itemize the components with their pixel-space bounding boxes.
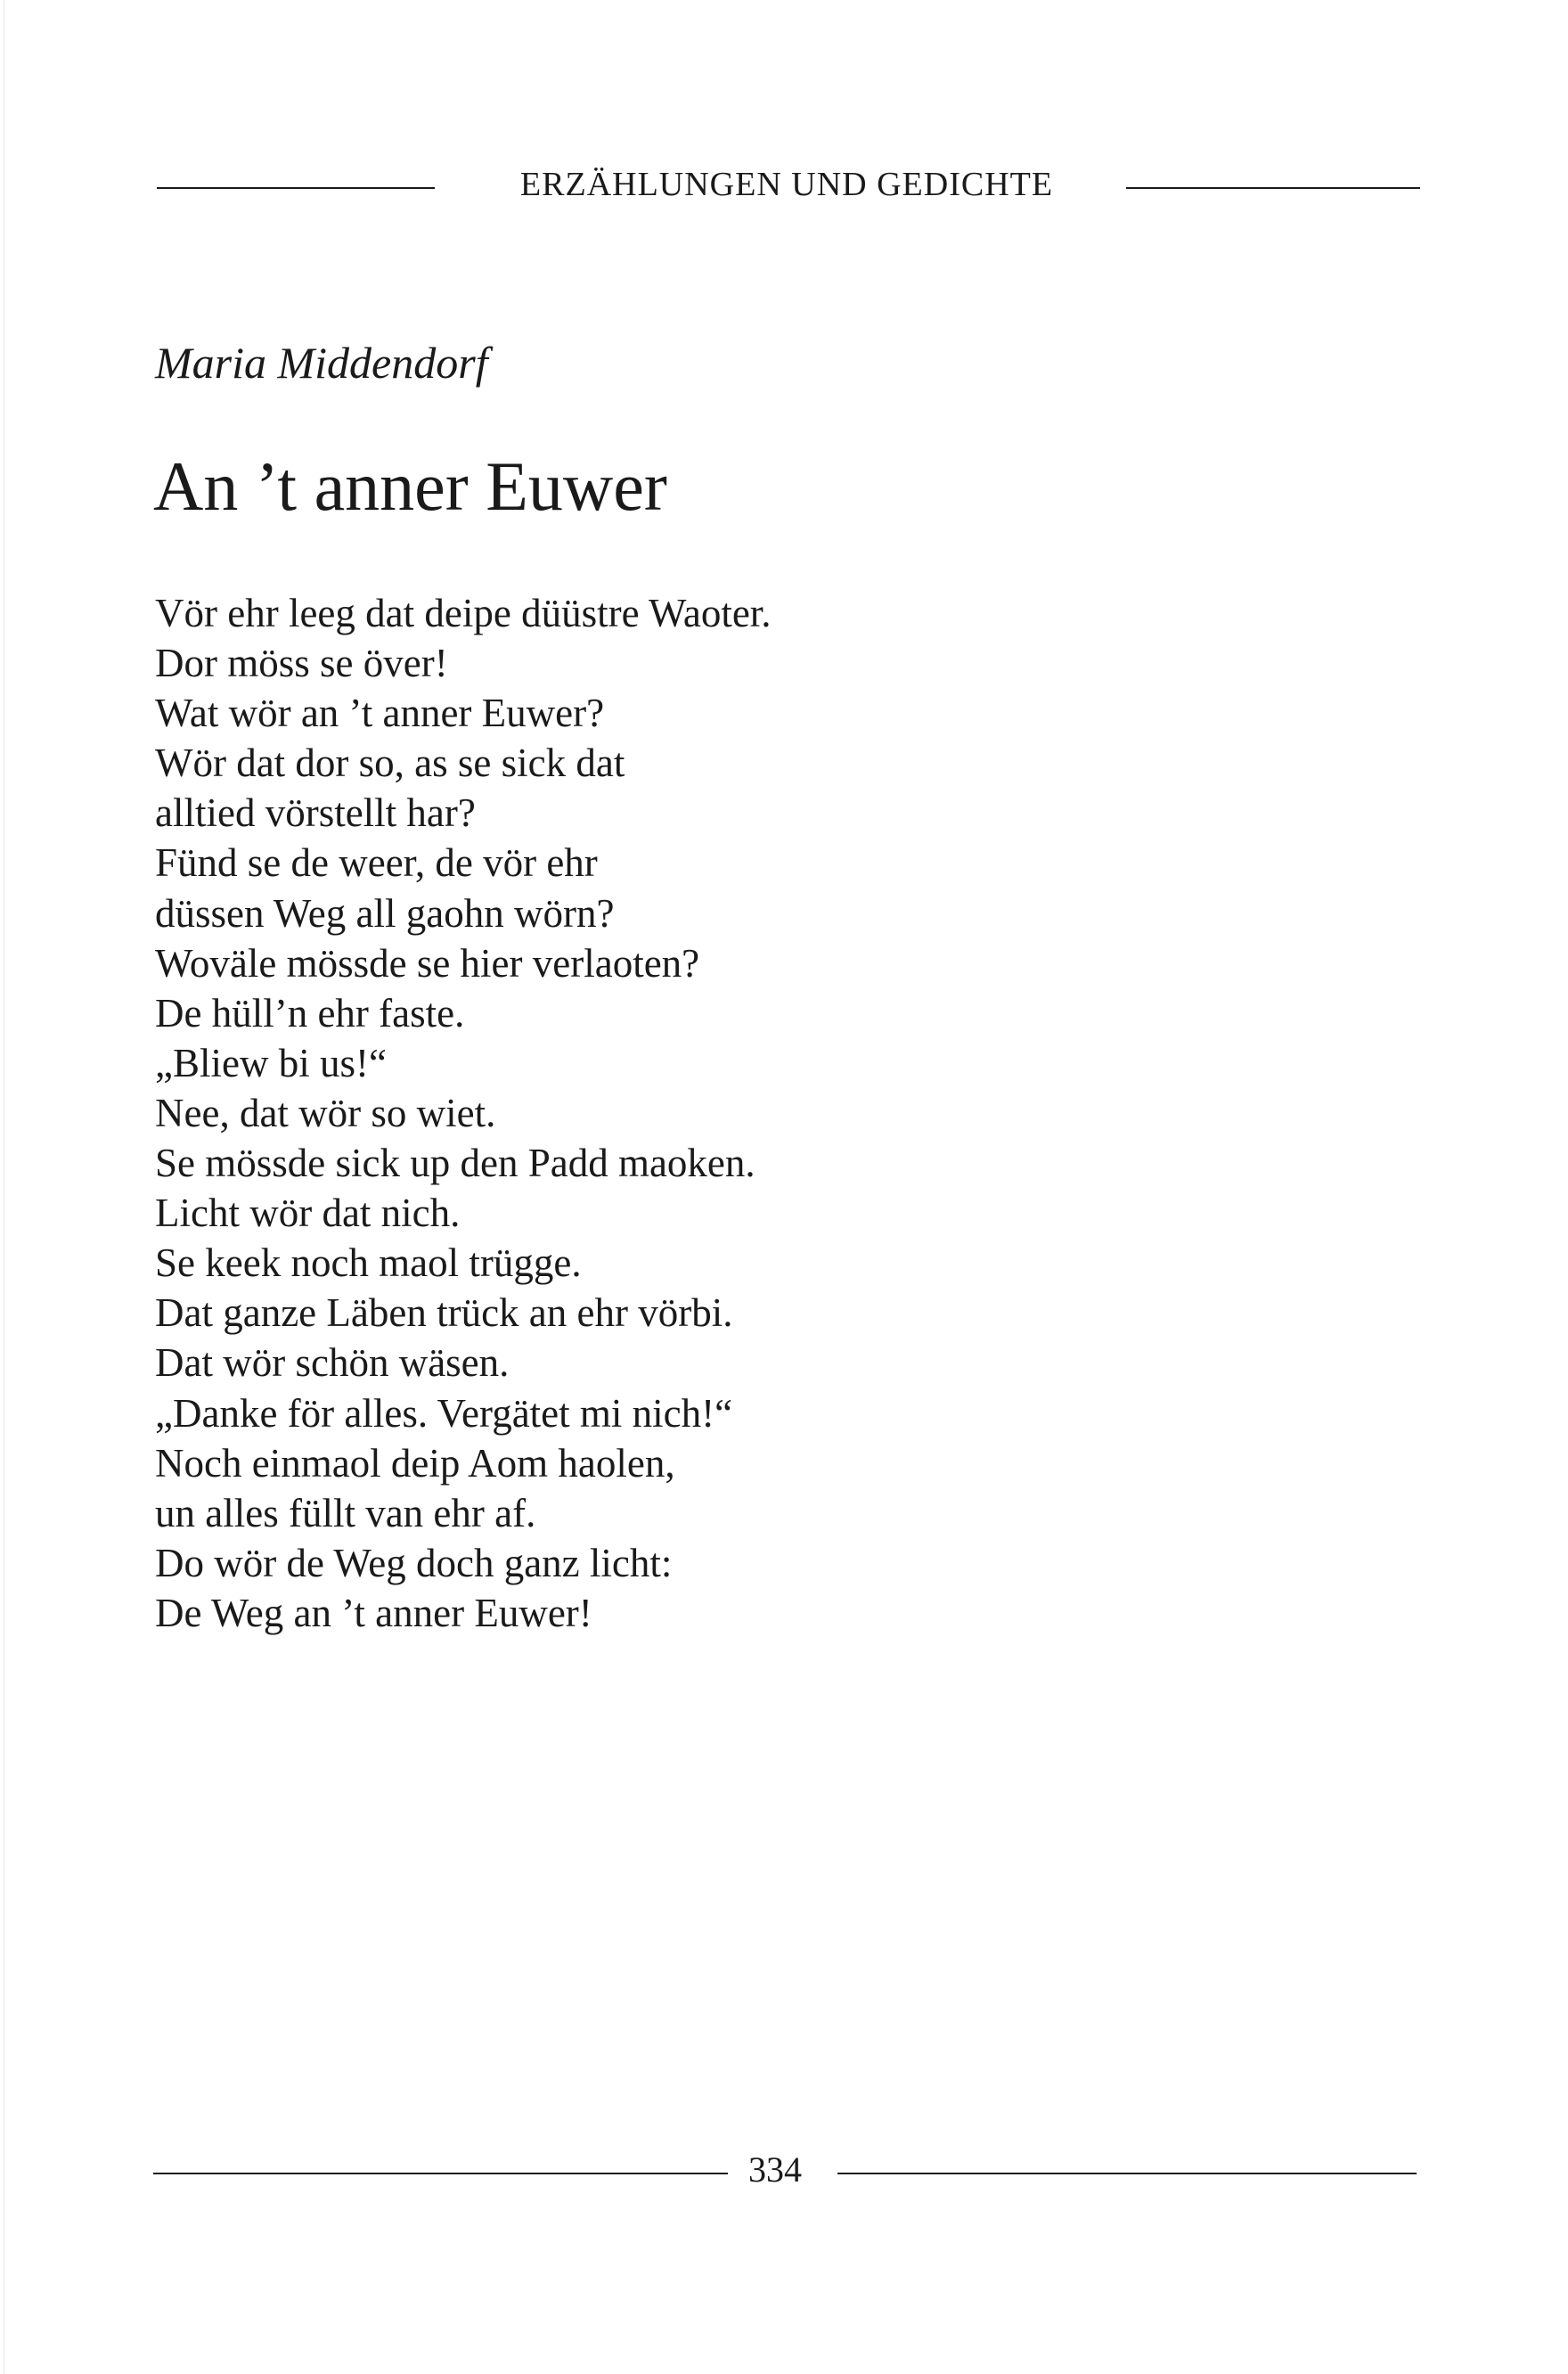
poem-line: Se mössde sick up den Padd maoken. [155, 1141, 755, 1186]
poem-line: „Danke för alles. Vergätet mi nich!“ [155, 1390, 733, 1436]
poem-title: An ’t anner Euwer [153, 447, 667, 525]
poem-line: alltied vörstellt har? [155, 790, 476, 836]
poem-line: Nee, dat wör so wiet. [155, 1090, 496, 1135]
footer-rule-left [153, 2173, 728, 2174]
poem-line: Wat wör an ’t anner Euwer? [155, 691, 605, 736]
poem-line: Do wör de Weg doch ganz licht: [155, 1540, 673, 1585]
running-head: ERZÄHLUNGEN UND GEDICHTE [519, 166, 1054, 203]
header-rule-left [157, 187, 435, 189]
poem-line: Fünd se de weer, de vör ehr [155, 840, 598, 886]
author-name: Maria Middendorf [155, 338, 488, 388]
poem-line: Vör ehr leeg dat deipe düüstre Waoter. [155, 591, 772, 635]
poem-line: Dat wör schön wäsen. [155, 1340, 510, 1386]
poem-line: „Bliew bi us!“ [155, 1040, 387, 1085]
poem-line: un alles füllt van ehr af. [155, 1490, 536, 1535]
page-number: 334 [748, 2149, 802, 2190]
poem-body [155, 588, 772, 1638]
poem-line: Se keek noch maol trügge. [155, 1240, 582, 1286]
poem-line: Licht wör dat nich. [155, 1191, 461, 1236]
poem-line: Dat ganze Läben trück an ehr vörbi. [155, 1290, 733, 1336]
footer-rule-right [837, 2173, 1417, 2174]
poem-line: De Weg an ’t anner Euwer! [155, 1590, 592, 1635]
poem-line: Noch einmaol deip Aom haolen, [155, 1440, 675, 1486]
poem-line: Dor möss se över! [155, 641, 448, 686]
poem-line: De hüll’n ehr faste. [155, 990, 465, 1036]
poem-line: Woväle mössde se hier verlaoten? [155, 940, 700, 986]
poem-line: düssen Weg all gaohn wörn? [155, 890, 615, 936]
header-rule-right [1126, 187, 1420, 189]
poem-line: Wör dat dor so, as se sick dat [155, 741, 625, 786]
